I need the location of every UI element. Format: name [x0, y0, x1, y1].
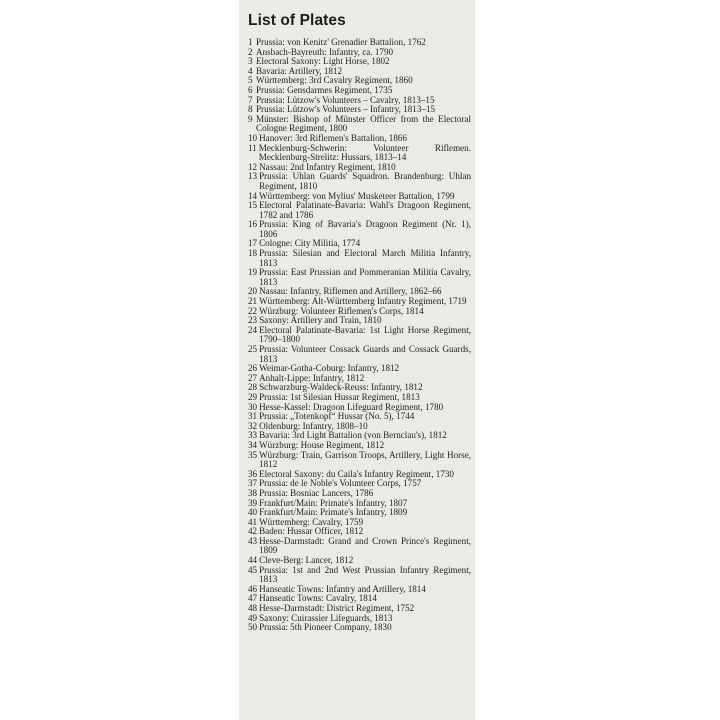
- plate-number: 28: [248, 382, 258, 393]
- plate-number: 39: [248, 497, 258, 508]
- plate-caption: Bavaria: 3rd Light Battalion (von Bernclau's), 1812: [259, 430, 447, 441]
- plate-number: 35: [248, 449, 258, 460]
- plate-number: 20: [248, 286, 258, 297]
- list-item: [248, 144, 471, 163]
- plate-number: 31: [248, 411, 258, 422]
- plate-number: 49: [248, 612, 258, 623]
- plate-caption: Prussia: Bosniac Lancers, 1786: [259, 487, 374, 498]
- plate-caption: Baden: Hussar Officer, 1812: [259, 526, 364, 537]
- plate-number: 23: [248, 315, 258, 326]
- plate-caption: Prussia: Lützow's Volunteers – Cavalry, 1813–15: [256, 94, 435, 105]
- plate-number: 37: [248, 478, 258, 489]
- plate-caption: Prussia: „Totenkopf“ Hussar (No. 5), 1744: [259, 411, 415, 422]
- plate-caption: Würzburg: House Regiment, 1812: [259, 439, 385, 450]
- plate-number: 27: [248, 372, 258, 383]
- plate-caption: Hesse-Kassel: Dragoon Lifeguard Regiment, 1780: [259, 401, 444, 412]
- plate-number: 7: [248, 94, 253, 105]
- plate-number: 24: [248, 324, 258, 335]
- plate-caption: Prussia: Silesian and Electoral March Militia Infantry, 1813: [259, 248, 471, 268]
- plates-list: [248, 38, 471, 633]
- plate-caption: Frankfurt/Main: Primate's Infantry, 1809: [259, 507, 408, 518]
- plate-number: 34: [248, 439, 258, 450]
- plate-caption: Prussia: 5th Pioneer Company, 1830: [259, 622, 392, 633]
- plate-caption: Hanseatic Towns: Cavalry, 1814: [259, 593, 377, 604]
- plate-number: 45: [248, 564, 258, 575]
- plate-caption: Bavaria: Artillery, 1812: [256, 65, 343, 76]
- list-item: [248, 115, 471, 134]
- plate-number: 47: [248, 593, 258, 604]
- plate-caption: Württemberg: Cavalry, 1759: [259, 516, 364, 527]
- plate-caption: Hanover: 3rd Riflemen's Battalion, 1866: [259, 132, 407, 143]
- plate-caption: Electoral Saxony: Light Horse, 1802: [256, 56, 390, 67]
- plate-number: 2: [248, 46, 253, 57]
- plate-caption: Cleve-Berg: Lancer, 1812: [259, 555, 354, 566]
- plate-number: 38: [248, 487, 258, 498]
- plate-caption: Ansbach-Bayreuth: Infantry, ca. 1790: [256, 46, 394, 57]
- plate-caption: Prussia: 1st and 2nd West Prussian Infantry Regiment, 1813: [259, 564, 471, 585]
- plate-number: 5: [248, 75, 253, 86]
- plate-number: 8: [248, 104, 253, 115]
- plate-number: 17: [248, 238, 258, 249]
- plate-caption: Württemberg: von Mylius' Musketeer Battalion, 1799: [259, 190, 455, 201]
- plate-number: 46: [248, 583, 258, 594]
- plate-number: 30: [248, 401, 258, 412]
- plate-number: 42: [248, 526, 258, 537]
- plate-number: 21: [248, 296, 258, 307]
- plate-number: 50: [248, 622, 258, 633]
- plate-caption: Frankfurt/Main: Primate's Infantry, 1807: [259, 497, 408, 508]
- list-item: [248, 345, 471, 364]
- plate-number: 26: [248, 363, 258, 374]
- plate-number: 14: [248, 190, 258, 201]
- list-item: [248, 201, 471, 220]
- plate-caption: Electoral Palatinate-Bavaria: Wahl's Dragoon Regiment, 1782 and 1786: [259, 200, 471, 220]
- plate-number: 3: [248, 56, 253, 67]
- plate-caption: Schwarzburg-Waldeck-Reuss: Infantry, 1812: [259, 382, 423, 393]
- plate-number: 41: [248, 516, 258, 527]
- plate-caption: Hesse-Darmstadt: Grand and Crown Prince's Regiment, 1809: [259, 535, 471, 556]
- plate-number: 29: [248, 391, 258, 402]
- plate-caption: Prussia: King of Bavaria's Dragoon Regiment (Nr. 1), 1806: [259, 219, 471, 239]
- plate-caption: Prussia: de le Noble's Volunteer Corps, 1757: [259, 478, 422, 489]
- plate-number: 44: [248, 555, 258, 566]
- plate-caption: Würzburg: Train, Garrison Troops, Artillery, Light Horse, 1812: [259, 449, 471, 470]
- page-title: List of Plates: [248, 12, 346, 29]
- plate-caption: Prussia: Uhlan Guards' Squadron. Brandenburg: Uhlan Regiment, 1810: [259, 171, 471, 191]
- plate-caption: Prussia: 1st Silesian Hussar Regiment, 1813: [259, 391, 420, 402]
- plate-number: 13: [248, 171, 258, 182]
- plate-number: 1: [248, 37, 253, 47]
- list-item: [248, 268, 471, 287]
- plate-number: 10: [248, 132, 258, 143]
- plate-caption: Nassau: 2nd Infantry Regiment, 1810: [259, 161, 396, 172]
- plate-number: 40: [248, 507, 258, 518]
- plate-caption: Saxony: Cuirassier Lifeguards, 1813: [259, 612, 393, 623]
- plate-number: 11: [248, 142, 257, 153]
- plate-caption: Electoral Palatinate-Bavaria: 1st Light Horse Regiment, 1790–1800: [259, 324, 471, 345]
- list-item: [248, 220, 471, 239]
- plate-caption: Anhalt-Lippe: Infantry, 1812: [259, 372, 365, 383]
- plate-number: 4: [248, 65, 253, 76]
- plate-caption: Electoral Saxony: du Caila's Infantry Regiment, 1730: [259, 468, 454, 479]
- plate-caption: Mecklenburg-Schwerin: Volunteer Riflemen. Mecklenburg-Strelitz: Hussars, 1813–14: [258, 142, 471, 163]
- plate-number: 32: [248, 420, 258, 431]
- plate-caption: Prussia: Gensdarmes Regiment, 1735: [256, 84, 393, 95]
- plate-caption: Prussia: Lützow's Volunteers – Infantry, 1813–15: [256, 104, 436, 115]
- plate-caption: Prussia: East Prussian and Pommeranian Militia Cavalry, 1813: [259, 267, 471, 287]
- plate-number: 6: [248, 84, 253, 95]
- plate-caption: Nassau: Infantry, Riflemen and Artillery, 1862–66: [259, 286, 442, 297]
- plate-caption: Würzburg: Volunteer Riflemen's Corps, 1814: [259, 305, 424, 316]
- plate-number: 12: [248, 161, 258, 172]
- plate-number: 18: [248, 248, 258, 259]
- list-item: [248, 172, 471, 191]
- list-item: [248, 566, 471, 585]
- plate-number: 16: [248, 219, 258, 230]
- plate-number: 33: [248, 430, 258, 441]
- plate-caption: Hanseatic Towns: Infantry and Artillery, 1814: [259, 583, 426, 594]
- list-item: [248, 451, 471, 470]
- list-item: [248, 326, 471, 345]
- plate-caption: Münster: Bishop of Münster Officer from the Electoral Cologne Regiment, 1800: [256, 113, 471, 134]
- plate-caption: Saxony: Artillery and Train, 1810: [259, 315, 382, 326]
- plate-caption: Oldenburg: Infantry, 1808–10: [259, 420, 368, 431]
- plate-number: 15: [248, 200, 258, 211]
- plate-caption: Prussia: von Kenitz' Grenadier Battalion, 1762: [256, 37, 426, 47]
- plate-number: 43: [248, 535, 258, 546]
- plate-number: 19: [248, 267, 258, 278]
- plate-caption: Württemberg: Alt-Württemberg Infantry Regiment, 1719: [259, 296, 467, 307]
- plate-caption: Prussia: Volunteer Cossack Guards and Cossack Guards, 1813: [259, 344, 471, 364]
- plate-caption: Hesse-Darmstadt: District Regiment, 1752: [259, 603, 415, 614]
- plate-number: 22: [248, 305, 258, 316]
- list-item: [248, 537, 471, 556]
- plate-caption: Württemberg: 3rd Cavalry Regiment, 1860: [256, 75, 413, 86]
- plate-number: 36: [248, 468, 258, 479]
- plate-number: 25: [248, 344, 258, 354]
- plate-caption: Weimar-Gotha-Coburg: Infantry, 1812: [259, 363, 400, 374]
- book-page-strip: [239, 0, 475, 720]
- list-item: [248, 623, 471, 633]
- plate-caption: Cologne: City Militia, 1774: [259, 238, 361, 249]
- plate-number: 9: [248, 113, 253, 124]
- list-item: [248, 249, 471, 268]
- plate-number: 48: [248, 603, 258, 614]
